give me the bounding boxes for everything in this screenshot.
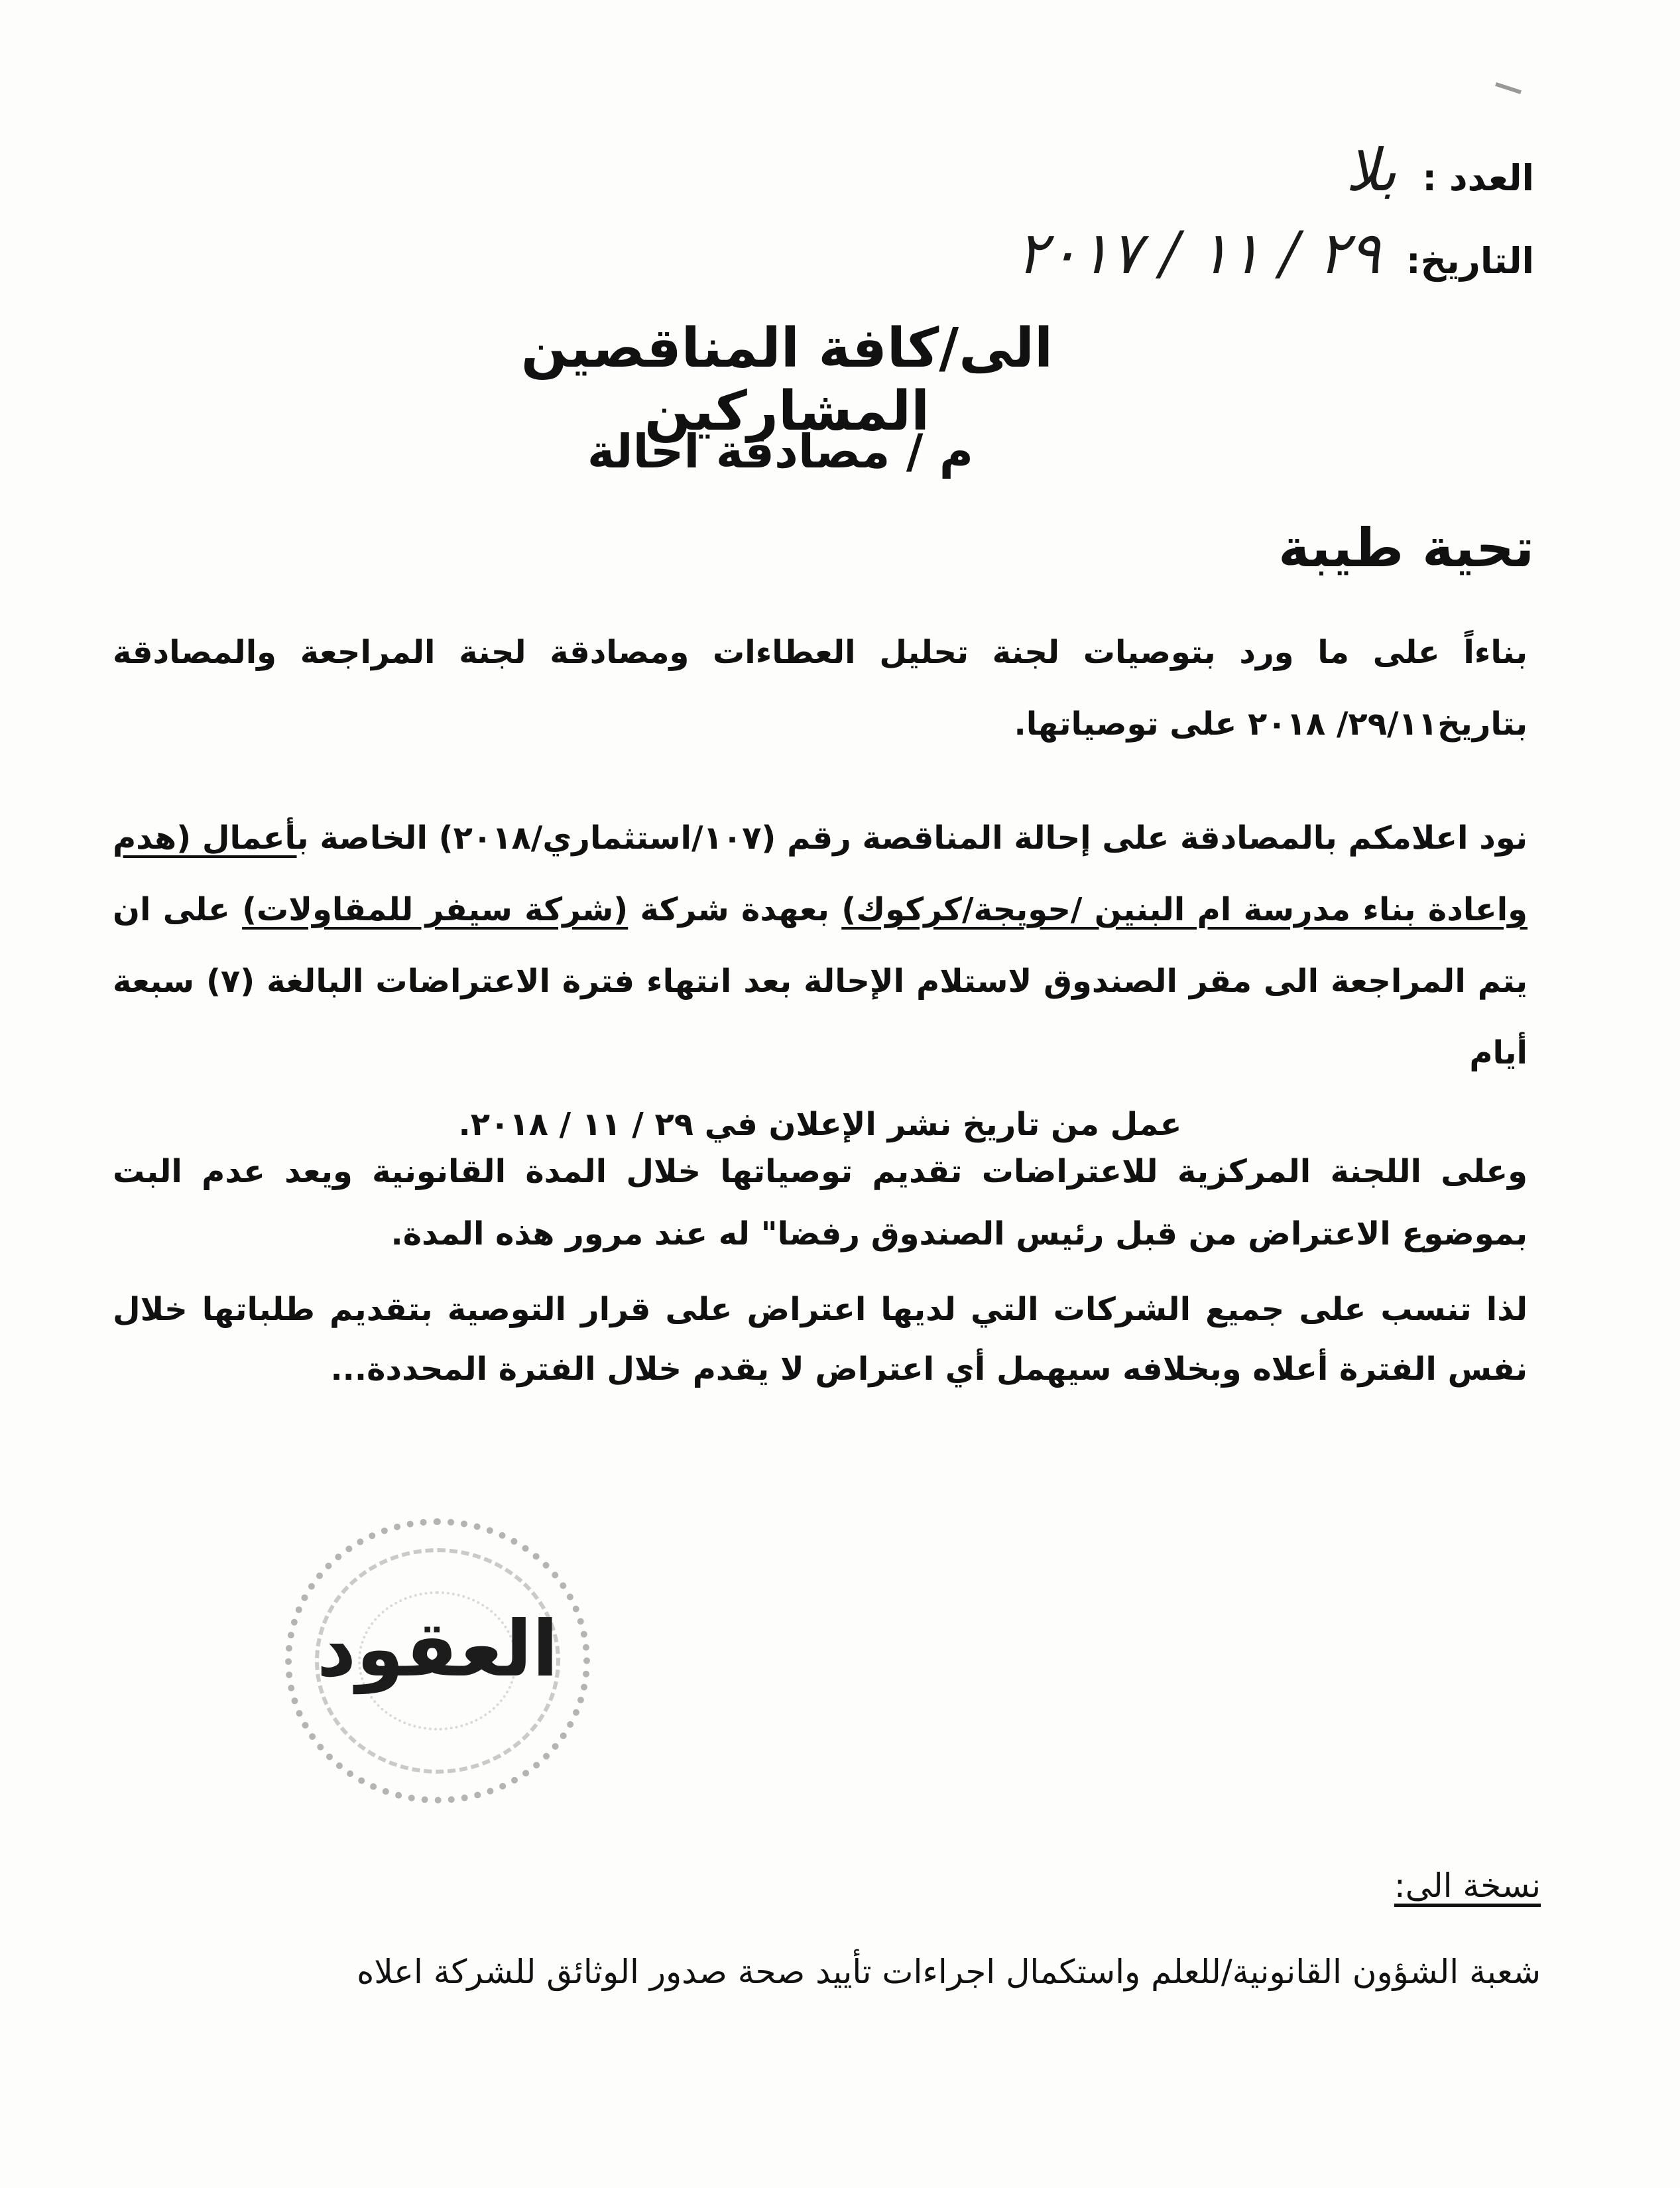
number-label: العدد : bbox=[1422, 157, 1534, 199]
paragraph-recommendation: بناءاً على ما ورد بتوصيات لجنة تحليل العطاءات ومصادقة لجنة المراجعة والمصادقة بتاريخ٢٩/١١/ ٢٠١٨ على توصياتها. bbox=[113, 634, 1528, 743]
paragraph-award-notice bbox=[113, 802, 1528, 1160]
stamp-text: العقود bbox=[316, 1605, 559, 1694]
official-stamp bbox=[285, 1518, 590, 1803]
date-label: التاريخ: bbox=[1406, 240, 1534, 282]
date-value: ٢٩ / ١١ / ٢٠١٧ bbox=[1016, 219, 1381, 287]
paragraph-objection-deadline: لذا تنسب على جميع الشركات التي لديها اعتراض على قرار التوصية بتقديم طلباتها خلال نفس الفترة أعلاه وبخلافه سيهمل أي اعتراض لا يقدم خلال الفترة المحددة... bbox=[113, 1291, 1528, 1388]
award-last-line: عمل من تاريخ نشر الإعلان في ٢٩ / ١١ / ٢٠١٨. bbox=[458, 1106, 1182, 1143]
copy-to-label: نسخة الى: bbox=[1394, 1866, 1541, 1905]
reference-number bbox=[1346, 136, 1534, 204]
company-name: (شركة سيفر للمقاولات) bbox=[242, 891, 629, 928]
project-works: أعمال (هدم واعادة بناء مدرسة ام البنين /حويجة/كركوك) bbox=[113, 820, 1528, 928]
award-text-c: على ان يتم المراجعة الى مقر الصندوق لاستلام الإحالة بعد انتهاء فترة الاعتراضات البالغة (٧) سبعة أيام bbox=[113, 891, 1528, 1071]
letter-date bbox=[1016, 219, 1534, 287]
subject-line: م / مصادقة احالة bbox=[587, 424, 974, 479]
paragraph-objections-committee: وعلى اللجنة المركزية للاعتراضات تقديم توصياتها خلال المدة القانونية ويعد عدم البت بموضوع الاعتراض من قبل رئيس الصندوق رفضا" له عند مرور هذه المدة. bbox=[113, 1153, 1528, 1252]
scan-mark bbox=[1495, 82, 1522, 94]
greeting: تحية طيبة bbox=[1278, 517, 1534, 579]
award-text-b: بعهدة شركة bbox=[628, 891, 842, 928]
copy-to-recipient: شعبة الشؤون القانونية/للعلم واستكمال اجراءات تأييد صحة صدور الوثائق للشركة اعلاه bbox=[357, 1953, 1541, 1991]
award-text-a: نود اعلامكم بالمصادقة على إحالة المناقصة رقم (١٠٧/استثماري/٢٠١٨) الخاصة ب bbox=[296, 820, 1528, 857]
addressee: الى/كافة المناقصين المشاركين bbox=[520, 317, 1053, 443]
number-value: بلا bbox=[1345, 136, 1397, 204]
